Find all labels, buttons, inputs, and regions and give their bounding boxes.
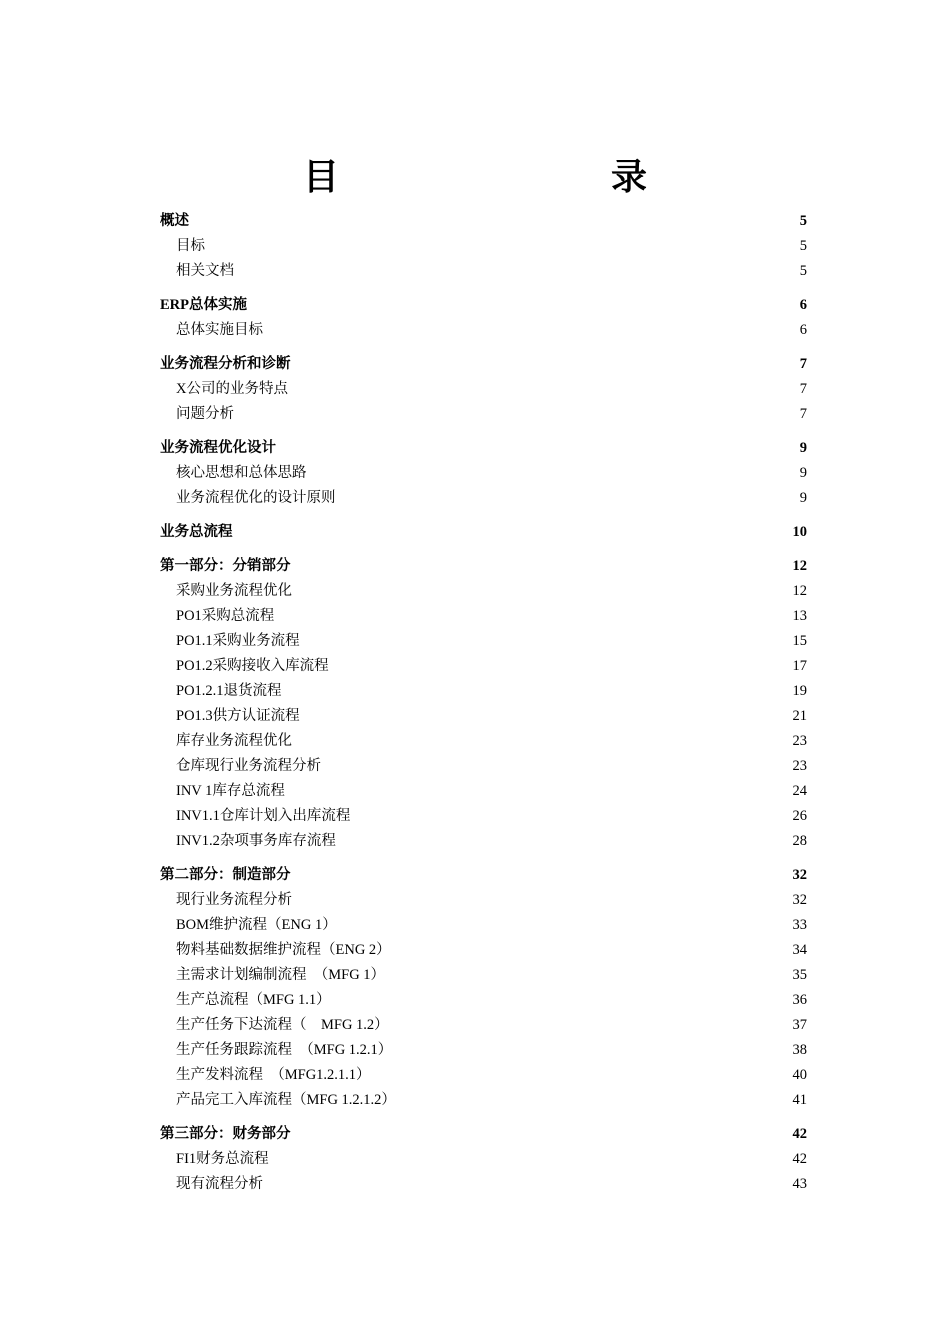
toc-page-number: 7 xyxy=(799,406,807,422)
toc-page-number: 10 xyxy=(792,524,807,540)
toc-dot-leader xyxy=(322,753,792,767)
toc-dot-leader xyxy=(301,628,792,642)
toc-dot-leader xyxy=(270,1146,792,1160)
toc-subsection-entry[interactable] xyxy=(160,704,807,729)
toc-dot-leader xyxy=(337,828,792,842)
toc-dot-leader xyxy=(330,653,792,667)
toc-page-number: 6 xyxy=(799,297,807,313)
toc-page-number: 23 xyxy=(792,733,807,749)
toc-entry-text: PO1.3供方认证流程 xyxy=(176,708,300,724)
toc-section-entry[interactable] xyxy=(160,1122,807,1147)
toc-entry-text: PO1.2.1退货流程 xyxy=(176,683,282,699)
toc-entry-text: 概述 xyxy=(160,213,189,229)
toc-page-number: 35 xyxy=(792,967,807,983)
toc-dot-leader xyxy=(301,703,792,717)
toc-page-number: 42 xyxy=(792,1126,807,1142)
toc-entry-text: 目标 xyxy=(176,238,205,254)
toc-entry-text: FI1财务总流程 xyxy=(176,1151,269,1167)
toc-subsection-entry[interactable] xyxy=(160,654,807,679)
toc-page-number: 19 xyxy=(792,683,807,699)
toc-page-number: 24 xyxy=(792,783,807,799)
toc-dot-leader xyxy=(293,887,792,901)
toc-dot-leader xyxy=(397,1087,792,1101)
toc-subsection-entry[interactable] xyxy=(160,1013,807,1038)
toc-entry-text: INV1.1仓库计划入出库流程 xyxy=(176,808,351,824)
toc-page-number: 26 xyxy=(792,808,807,824)
toc-subsection-entry[interactable] xyxy=(160,234,807,259)
toc-subsection-entry[interactable] xyxy=(160,377,807,402)
toc-subsection-entry[interactable] xyxy=(160,829,807,854)
toc-dot-leader xyxy=(248,292,799,306)
toc-dot-leader xyxy=(337,485,799,499)
toc-page-number: 21 xyxy=(792,708,807,724)
toc-subsection-entry[interactable] xyxy=(160,629,807,654)
toc-dot-leader xyxy=(372,1062,792,1076)
toc-page-number: 32 xyxy=(792,867,807,883)
toc-dot-leader xyxy=(293,578,792,592)
toc-entry-text: 第一部分：分销部分 xyxy=(160,558,291,574)
toc-entry-text: 第二部分：制造部分 xyxy=(160,867,291,883)
toc-page-number: 9 xyxy=(799,490,807,506)
toc-subsection-entry[interactable] xyxy=(160,579,807,604)
toc-dot-leader xyxy=(390,1012,792,1026)
toc-dot-leader xyxy=(264,317,799,331)
toc-entry-text: 生产总流程（MFG 1.1） xyxy=(176,992,331,1008)
toc-entry-text: PO1采购总流程 xyxy=(176,608,275,624)
toc-entry-text: 现有流程分析 xyxy=(176,1176,263,1192)
toc-subsection-entry[interactable] xyxy=(160,1172,807,1197)
toc-dot-leader xyxy=(235,401,799,415)
toc-page-number: 36 xyxy=(792,992,807,1008)
toc-page-number: 40 xyxy=(792,1067,807,1083)
toc-subsection-entry[interactable] xyxy=(160,461,807,486)
toc-page-number: 5 xyxy=(799,213,807,229)
toc-entry-text: INV 1库存总流程 xyxy=(176,783,285,799)
toc-subsection-entry[interactable] xyxy=(160,1063,807,1088)
toc-entry-text: PO1.2采购接收入库流程 xyxy=(176,658,329,674)
toc-entry-text: 生产发料流程 （MFG1.2.1.1） xyxy=(176,1067,371,1083)
toc-entry-text: 仓库现行业务流程分析 xyxy=(176,758,321,774)
toc-page-number: 6 xyxy=(799,322,807,338)
toc-page-number: 32 xyxy=(792,892,807,908)
toc-subsection-entry[interactable] xyxy=(160,318,807,343)
toc-dot-leader xyxy=(292,553,792,567)
toc-entry-text: 核心思想和总体思路 xyxy=(176,465,307,481)
toc-section-entry[interactable] xyxy=(160,554,807,579)
toc-dot-leader xyxy=(275,603,791,617)
toc-entry-text: PO1.1采购业务流程 xyxy=(176,633,300,649)
toc-page-number: 13 xyxy=(792,608,807,624)
toc-page-number: 9 xyxy=(799,440,807,456)
toc-dot-leader xyxy=(292,862,792,876)
toc-subsection-entry[interactable] xyxy=(160,804,807,829)
toc-page-number: 28 xyxy=(792,833,807,849)
toc-entry-text: 总体实施目标 xyxy=(176,322,263,338)
toc-dot-leader xyxy=(286,778,792,792)
toc-entry-text: ERP总体实施 xyxy=(160,297,247,313)
toc-section-entry[interactable] xyxy=(160,209,807,234)
toc-page-number: 42 xyxy=(792,1151,807,1167)
toc-dot-leader xyxy=(338,912,792,926)
toc-page-number: 7 xyxy=(799,356,807,372)
toc-page-number: 34 xyxy=(792,942,807,958)
toc-page-number: 33 xyxy=(792,917,807,933)
toc-entry-text: 生产任务下达流程（ MFG 1.2） xyxy=(176,1017,389,1033)
toc-subsection-entry[interactable] xyxy=(160,604,807,629)
toc-subsection-entry[interactable] xyxy=(160,963,807,988)
toc-page-number: 7 xyxy=(799,381,807,397)
toc-page-number: 15 xyxy=(792,633,807,649)
toc-dot-leader xyxy=(293,728,792,742)
toc-subsection-entry[interactable] xyxy=(160,779,807,804)
toc-page-number: 12 xyxy=(792,558,807,574)
toc-dot-leader xyxy=(292,1121,792,1135)
toc-subsection-entry[interactable] xyxy=(160,259,807,284)
toc-dot-leader xyxy=(283,678,792,692)
toc-section-entry[interactable] xyxy=(160,863,807,888)
toc-dot-leader xyxy=(277,435,799,449)
toc-entry-text: 主需求计划编制流程 （MFG 1） xyxy=(176,967,386,983)
toc-page-number: 9 xyxy=(799,465,807,481)
toc-dot-leader xyxy=(289,376,799,390)
toc-entry-text: 物料基础数据维护流程（ENG 2） xyxy=(176,942,391,958)
toc-subsection-entry[interactable] xyxy=(160,888,807,913)
toc-subsection-entry[interactable] xyxy=(160,1088,807,1113)
toc-entry-text: 业务流程优化设计 xyxy=(160,440,276,456)
toc-section-entry[interactable] xyxy=(160,436,807,461)
toc-entry-text: 采购业务流程优化 xyxy=(176,583,292,599)
toc-subsection-entry[interactable] xyxy=(160,1147,807,1172)
toc-page-number: 12 xyxy=(792,583,807,599)
toc-dot-leader xyxy=(393,1037,791,1051)
toc-page-number: 43 xyxy=(792,1176,807,1192)
toc-page-number: 5 xyxy=(799,238,807,254)
toc-subsection-entry[interactable] xyxy=(160,988,807,1013)
toc-subsection-entry[interactable] xyxy=(160,729,807,754)
toc-entry-text: 生产任务跟踪流程 （MFG 1.2.1） xyxy=(176,1042,393,1058)
toc-subsection-entry[interactable] xyxy=(160,402,807,427)
toc-dot-leader xyxy=(332,987,792,1001)
toc-section-entry[interactable] xyxy=(160,520,807,545)
toc-dot-leader xyxy=(190,208,799,222)
toc-subsection-entry[interactable] xyxy=(160,938,807,963)
toc-dot-leader xyxy=(392,937,792,951)
toc-dot-leader xyxy=(351,803,791,817)
toc-entry-text: 业务总流程 xyxy=(160,524,233,540)
toc-subsection-entry[interactable] xyxy=(160,913,807,938)
toc-page-number: 23 xyxy=(792,758,807,774)
toc-dot-leader xyxy=(386,962,791,976)
toc-entry-text: 产品完工入库流程（MFG 1.2.1.2） xyxy=(176,1092,396,1108)
toc-subsection-entry[interactable] xyxy=(160,1038,807,1063)
toc-title: 目 录 xyxy=(302,157,765,198)
toc-section-entry[interactable] xyxy=(160,352,807,377)
toc-dot-leader xyxy=(308,460,799,474)
toc-dot-leader xyxy=(292,351,799,365)
toc-page-number: 5 xyxy=(799,263,807,279)
toc-dot-leader xyxy=(206,233,799,247)
toc-dot-leader xyxy=(234,519,792,533)
toc-subsection-entry[interactable] xyxy=(160,486,807,511)
toc-entry-text: 库存业务流程优化 xyxy=(176,733,292,749)
toc-entry-text: 业务流程分析和诊断 xyxy=(160,356,291,372)
toc-page-number: 17 xyxy=(792,658,807,674)
toc-page-number: 41 xyxy=(792,1092,807,1108)
toc-entry-text: BOM维护流程（ENG 1） xyxy=(176,917,337,933)
toc-dot-leader xyxy=(235,258,799,272)
toc-list xyxy=(160,209,807,1197)
toc-entry-text: 业务流程优化的设计原则 xyxy=(176,490,336,506)
toc-entry-text: 第三部分：财务部分 xyxy=(160,1126,291,1142)
toc-entry-text: 现行业务流程分析 xyxy=(176,892,292,908)
toc-section-entry[interactable] xyxy=(160,293,807,318)
toc-entry-text: 相关文档 xyxy=(176,263,234,279)
toc-subsection-entry[interactable] xyxy=(160,679,807,704)
toc-page-number: 38 xyxy=(792,1042,807,1058)
toc-page-number: 37 xyxy=(792,1017,807,1033)
toc-dot-leader xyxy=(264,1171,792,1185)
toc-entry-text: INV1.2杂项事务库存流程 xyxy=(176,833,336,849)
toc-entry-text: 问题分析 xyxy=(176,406,234,422)
toc-subsection-entry[interactable] xyxy=(160,754,807,779)
toc-entry-text: X公司的业务特点 xyxy=(176,381,288,397)
